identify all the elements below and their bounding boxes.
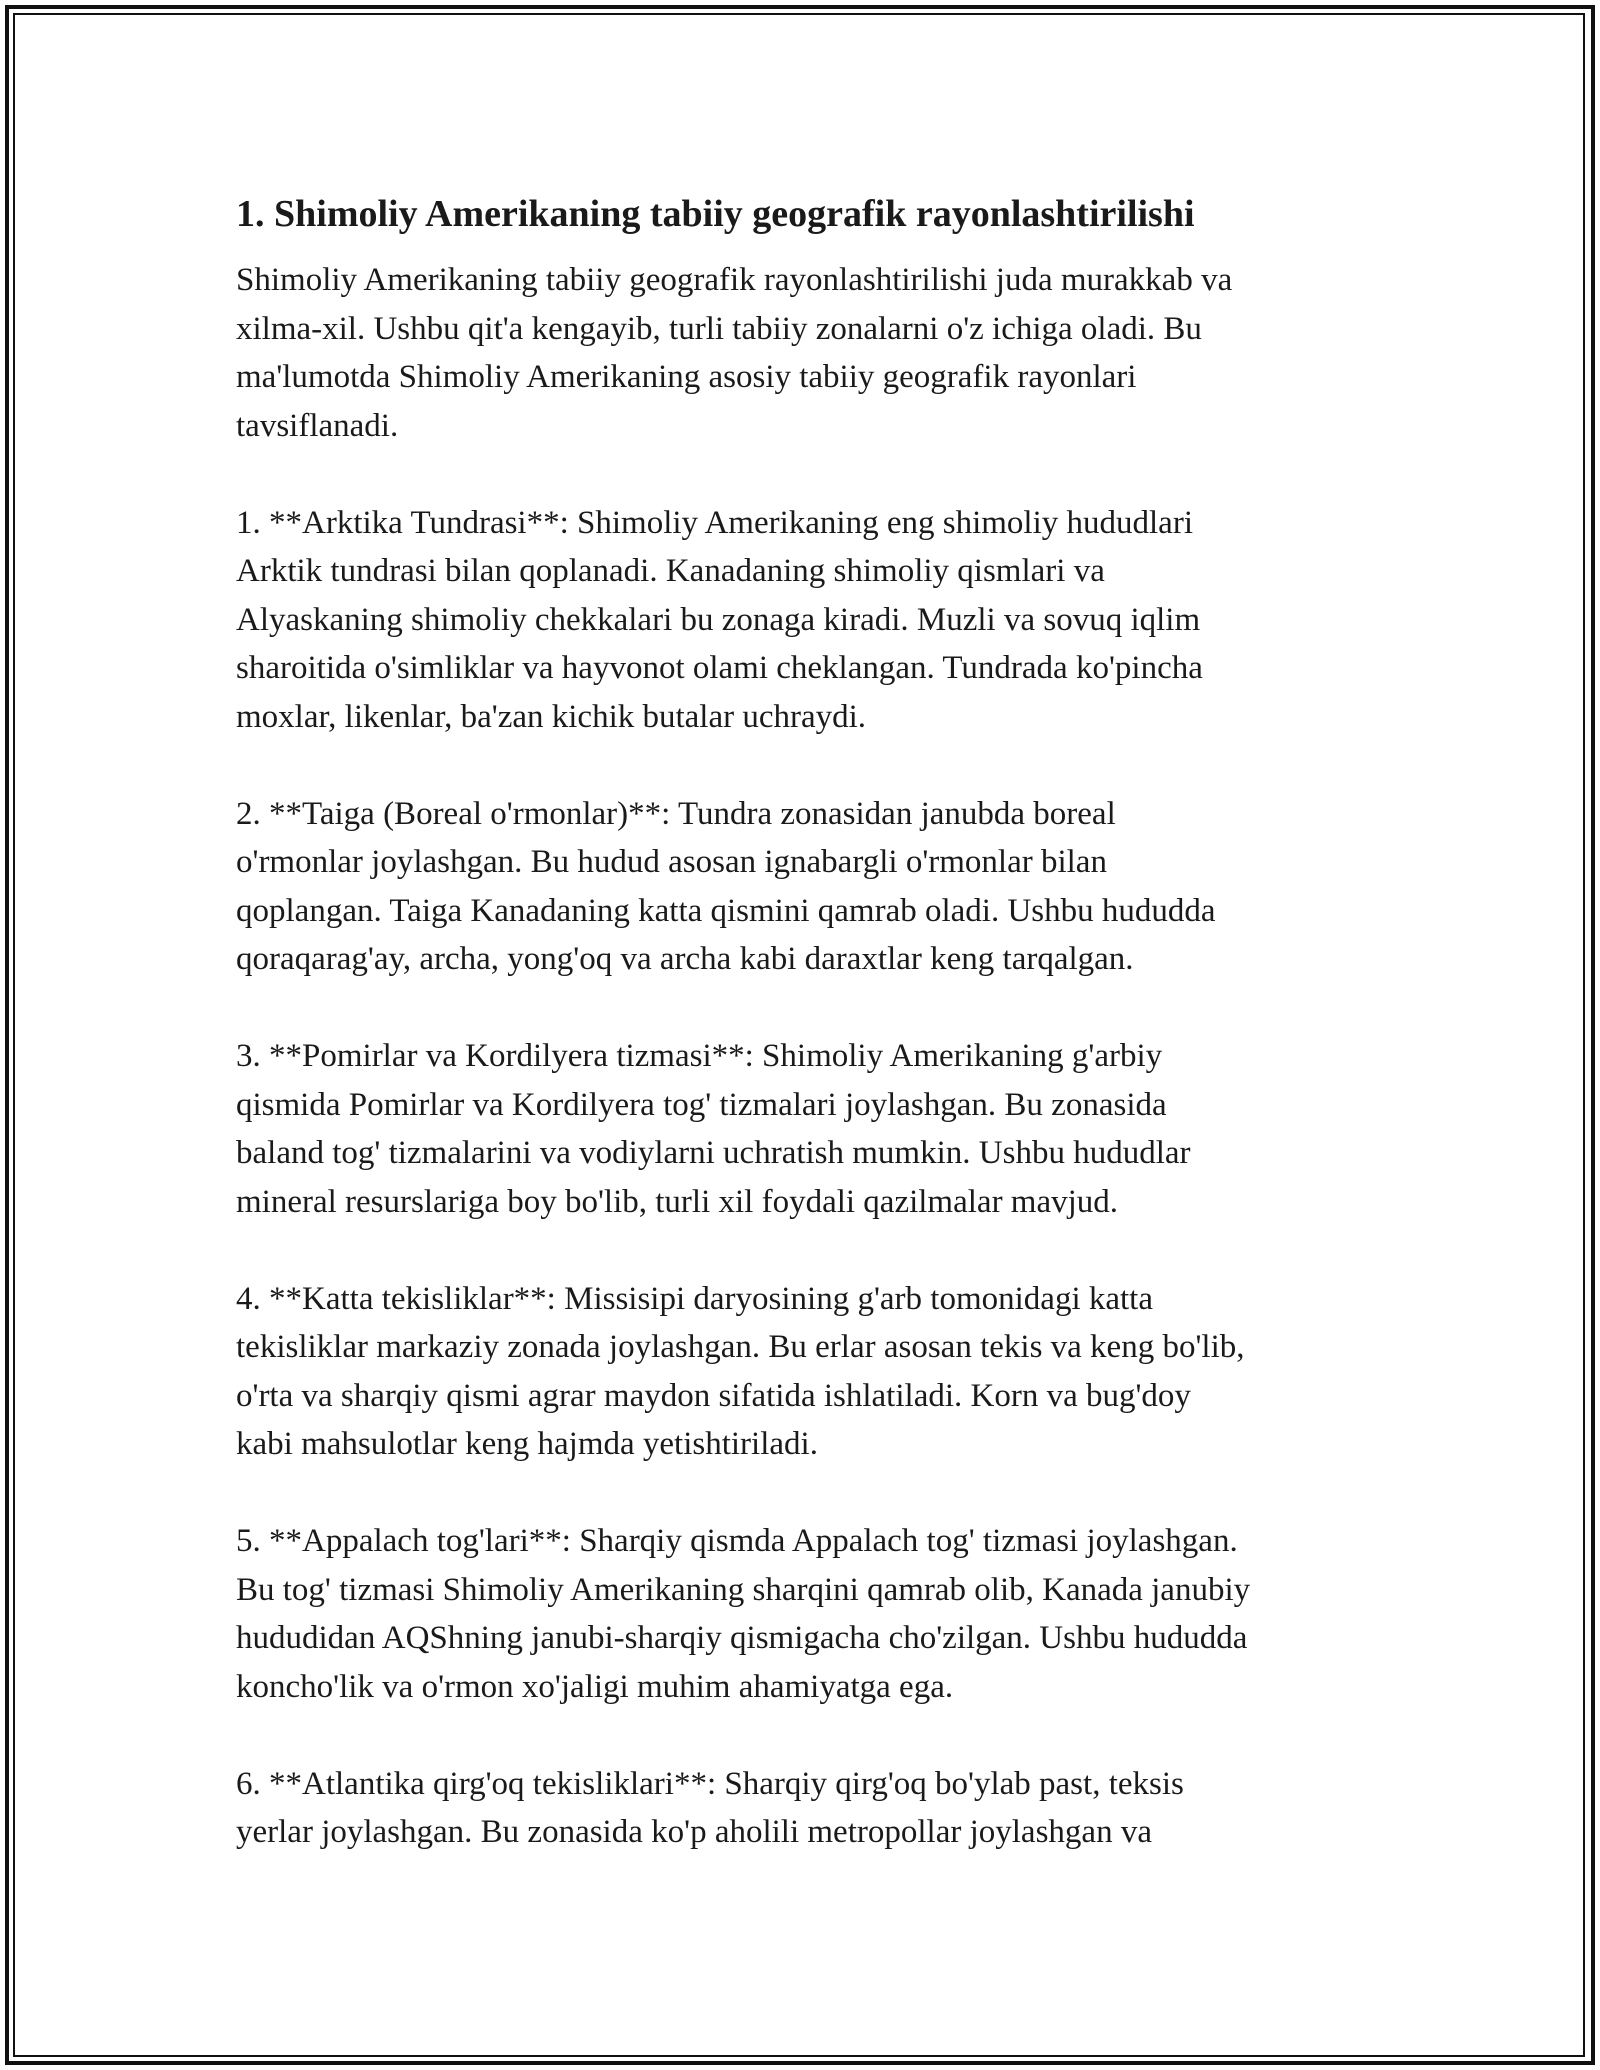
paragraph-arktika-tundrasi: 1. **Arktika Tundrasi**: Shimoliy Amerikaning eng shimoliy hududlari Arktik tundrasi bilan qoplanadi. Kanadaning shimoliy qismlari va Alyaskaning shimoliy chekkalari bu zonaga kiradi. Muzli va sovuq iqlim sharoitida o'simliklar va hayvonot olami cheklangan. Tundrada ko'pincha moxlar, likenlar, ba'zan kichik butalar uchraydi. — [236, 504, 1203, 735]
paragraph-katta-tekisliklar: 4. **Katta tekisliklar**: Missisipi daryosining g'arb tomonidagi katta tekisliklar markaziy zonada joylashgan. Bu erlar asosan tekis va keng bo'lib, o'rta va sharqiy qismi agrar maydon sifatida ishlatiladi. Korn va bug'doy kabi mahsulotlar keng hajmda yetishtiriladi. — [236, 1280, 1245, 1462]
paragraph-taiga: 2. **Taiga (Boreal o'rmonlar)**: Tundra zonasidan janubda boreal o'rmonlar joylashgan. Bu hudud asosan ignabargli o'rmonlar bilan qoplangan. Taiga Kanadaning katta qismini qamrab oladi. Ushbu hududda qoraqarag'ay, archa, yong'oq va archa kabi daraxtlar keng tarqalgan. — [236, 795, 1216, 977]
document-title: 1. Shimoliy Amerikaning tabiiy geografik rayonlashtirilishi — [236, 193, 1195, 235]
intro-paragraph: Shimoliy Amerikaning tabiiy geografik rayonlashtirilishi juda murakkab va xilma-xil. Ushbu qit'a kengayib, turli tabiiy zonalarni o'z ichiga oladi. Bu ma'lumotda Shimoliy Amerikaning asosiy tabiiy geografik rayonlari tavsiflanadi. — [236, 262, 1233, 444]
paragraph-atlantika-tekisliklari: 6. **Atlantika qirg'oq tekisliklari**: Sharqiy qirg'oq bo'ylab past, teksis yerlar joylashgan. Bu zonasida ko'p aholili metropollar joylashgan va — [236, 1765, 1184, 1850]
paragraph-pomirlar-kordilyera: 3. **Pomirlar va Kordilyera tizmasi**: Shimoliy Amerikaning g'arbiy qismida Pomirlar va Kordilyera tog' tizmalari joylashgan. Bu zonasida baland tog' tizmalarini va vodiylarni uchratish mumkin. Ushbu hududlar mineral resurslariga boy bo'lib, turli xil foydali qazilmalar mavjud. — [236, 1038, 1191, 1220]
paragraph-appalach-toglari: 5. **Appalach tog'lari**: Sharqiy qismda Appalach tog' tizmasi joylashgan. Bu tog' tizmasi Shimoliy Amerikaning sharqini qamrab olib, Kanada janubiy hududidan AQShning janubi-sharqiy qismigacha cho'zilgan. Ushbu hududda koncho'lik va o'rmon xo'jaligi muhim ahamiyatga ega. — [236, 1523, 1251, 1705]
document-body — [236, 188, 1386, 1905]
